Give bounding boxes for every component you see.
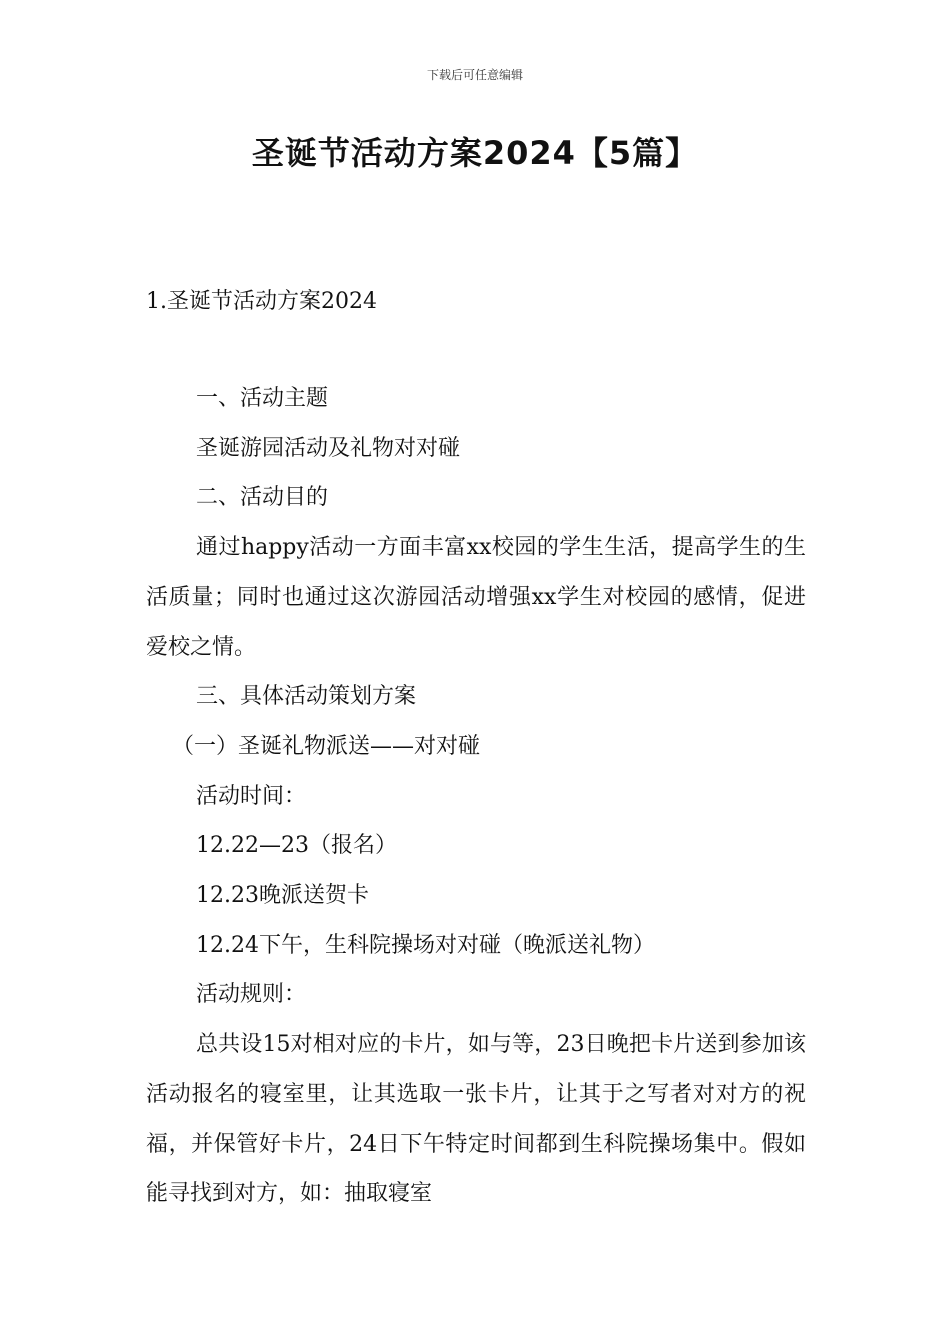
heading-activity-plan: 三、具体活动策划方案 bbox=[196, 684, 417, 710]
heading-activity-theme: 一、活动主题 bbox=[196, 386, 329, 411]
time-entry-cards: 12.23晚派送贺卡 bbox=[196, 883, 369, 909]
time-entry-registration: 12.22—23（报名） bbox=[196, 833, 397, 859]
section-title: 1.圣诞节活动方案2024 bbox=[146, 289, 377, 314]
header-note: 下载后可任意编辑 bbox=[426, 68, 523, 82]
paragraph-rules-content: 总共设15对相对应的卡片，如与等，23日晚把卡片送到参加该活动报名的寝室里，让其选取一张卡片，让其于之写者对对方的祝福，并保管好卡片，24日下午特定时间都到生科院操场集中。假如能寻找到对方，如：抽取寝室 bbox=[146, 1032, 806, 1207]
document-body bbox=[146, 374, 806, 1219]
time-entry-gifts: 12.24下午，生科院操场对对碰（晚派送礼物） bbox=[196, 932, 655, 958]
heading-activity-purpose: 二、活动目的 bbox=[196, 485, 329, 511]
label-activity-time: 活动时间： bbox=[196, 783, 307, 809]
document-title: 圣诞节活动方案2024【5篇】 bbox=[251, 134, 699, 172]
label-activity-rules: 活动规则： bbox=[196, 982, 307, 1008]
paragraph-purpose-content: 通过happy活动一方面丰富xx校园的学生生活，提高学生的生活质量；同时也通过这次游园活动增强xx学生对校园的感情，促进爱校之情。 bbox=[146, 535, 806, 660]
subheading-gift-delivery: （一）圣诞礼物派送——对对碰 bbox=[172, 733, 481, 759]
paragraph-theme-content: 圣诞游园活动及礼物对对碰 bbox=[196, 435, 461, 461]
